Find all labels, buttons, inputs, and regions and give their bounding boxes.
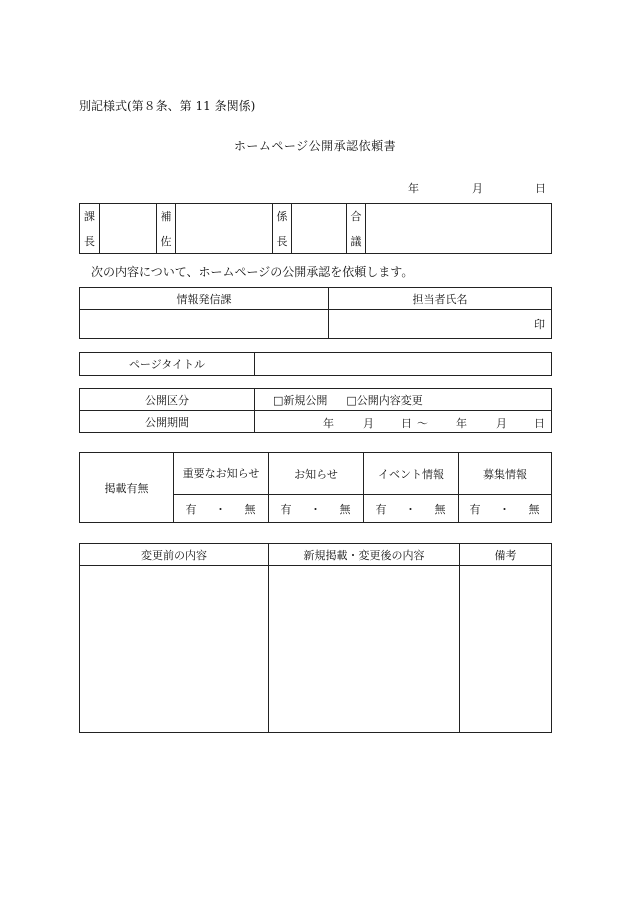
choice-separator: ・ bbox=[405, 502, 417, 516]
person-name-field[interactable] bbox=[329, 310, 552, 339]
choice-separator: ・ bbox=[215, 502, 227, 516]
stamp-hosa[interactable] bbox=[176, 204, 273, 254]
stamp-aigi[interactable] bbox=[366, 204, 552, 254]
page-title-table bbox=[79, 352, 552, 376]
approval-table bbox=[79, 203, 552, 254]
date-month-label: 月 bbox=[472, 182, 483, 195]
choice-notice[interactable] bbox=[269, 495, 364, 523]
choice-yes[interactable]: 有 bbox=[469, 502, 482, 516]
label-kakaricho-2: 長 bbox=[273, 229, 292, 254]
page-title-field[interactable] bbox=[255, 353, 552, 376]
label-aigi-2: 議 bbox=[347, 229, 366, 254]
form-reference: 別記様式(第８条、第 11 条関係) bbox=[79, 99, 256, 113]
col-notice: お知らせ bbox=[269, 453, 364, 495]
header-remarks: 備考 bbox=[460, 544, 552, 566]
choice-no[interactable]: 無 bbox=[339, 502, 352, 516]
stamp-kakaricho[interactable] bbox=[292, 204, 347, 254]
col-important-notice: 重要なお知らせ bbox=[174, 453, 269, 495]
page-title-label: ページタイトル bbox=[80, 353, 255, 376]
stamp-kacho[interactable] bbox=[100, 204, 157, 254]
choice-important-notice[interactable] bbox=[174, 495, 269, 523]
choice-separator: ・ bbox=[310, 502, 322, 516]
info-table bbox=[79, 287, 552, 339]
option-content-change[interactable]: □公開内容変更 bbox=[346, 393, 423, 407]
col-event-info: イベント情報 bbox=[364, 453, 459, 495]
header-before-change: 変更前の内容 bbox=[80, 544, 269, 566]
info-dept-field[interactable] bbox=[80, 310, 329, 339]
label-kacho-2: 長 bbox=[80, 229, 100, 254]
remarks-field[interactable] bbox=[460, 566, 552, 733]
col-recruitment-info: 募集情報 bbox=[459, 453, 552, 495]
publish-period-field[interactable] bbox=[255, 411, 552, 433]
choice-recruitment-info[interactable] bbox=[459, 495, 552, 523]
date-line bbox=[0, 180, 630, 196]
header-after-change: 新規掲載・変更後の内容 bbox=[269, 544, 460, 566]
publish-period-label: 公開期間 bbox=[80, 411, 255, 433]
document-title: ホームページ公開承認依頼書 bbox=[233, 139, 397, 153]
choice-yes[interactable]: 有 bbox=[375, 502, 388, 516]
period-year-1: 年 bbox=[323, 417, 334, 430]
period-year-2: 年 bbox=[456, 417, 467, 430]
before-change-field[interactable] bbox=[80, 566, 269, 733]
label-kakaricho: 係 bbox=[273, 204, 292, 229]
changes-table bbox=[79, 543, 552, 733]
option-new-publication[interactable]: □新規公開 bbox=[273, 393, 328, 407]
choice-no[interactable]: 無 bbox=[434, 502, 447, 516]
label-hosa-2: 佐 bbox=[157, 229, 176, 254]
label-aigi: 合 bbox=[347, 204, 366, 229]
header-info-dept: 情報発信課 bbox=[80, 288, 329, 310]
period-tilde: ～ bbox=[417, 417, 428, 430]
header-person-name: 担当者氏名 bbox=[329, 288, 552, 310]
period-day-1: 日 bbox=[401, 417, 412, 430]
choice-event-info[interactable] bbox=[364, 495, 459, 523]
choice-no[interactable]: 無 bbox=[528, 502, 541, 516]
posting-label: 掲載有無 bbox=[80, 453, 174, 523]
choice-separator: ・ bbox=[499, 502, 511, 516]
period-day-2: 日 bbox=[534, 417, 545, 430]
label-hosa: 補 bbox=[157, 204, 176, 229]
seal-mark: 印 bbox=[534, 318, 545, 331]
period-month-1: 月 bbox=[363, 417, 374, 430]
label-kacho: 課 bbox=[80, 204, 100, 229]
choice-no[interactable]: 無 bbox=[244, 502, 257, 516]
period-month-2: 月 bbox=[496, 417, 507, 430]
publish-table bbox=[79, 388, 552, 433]
date-year-label: 年 bbox=[408, 182, 419, 195]
after-change-field[interactable] bbox=[269, 566, 460, 733]
date-day-label: 日 bbox=[535, 182, 546, 195]
intro-text: 次の内容について、ホームページの公開承認を依頼します。 bbox=[91, 265, 414, 279]
posting-table bbox=[79, 452, 552, 523]
publish-category-label: 公開区分 bbox=[80, 389, 255, 411]
choice-yes[interactable]: 有 bbox=[185, 502, 198, 516]
choice-yes[interactable]: 有 bbox=[280, 502, 293, 516]
